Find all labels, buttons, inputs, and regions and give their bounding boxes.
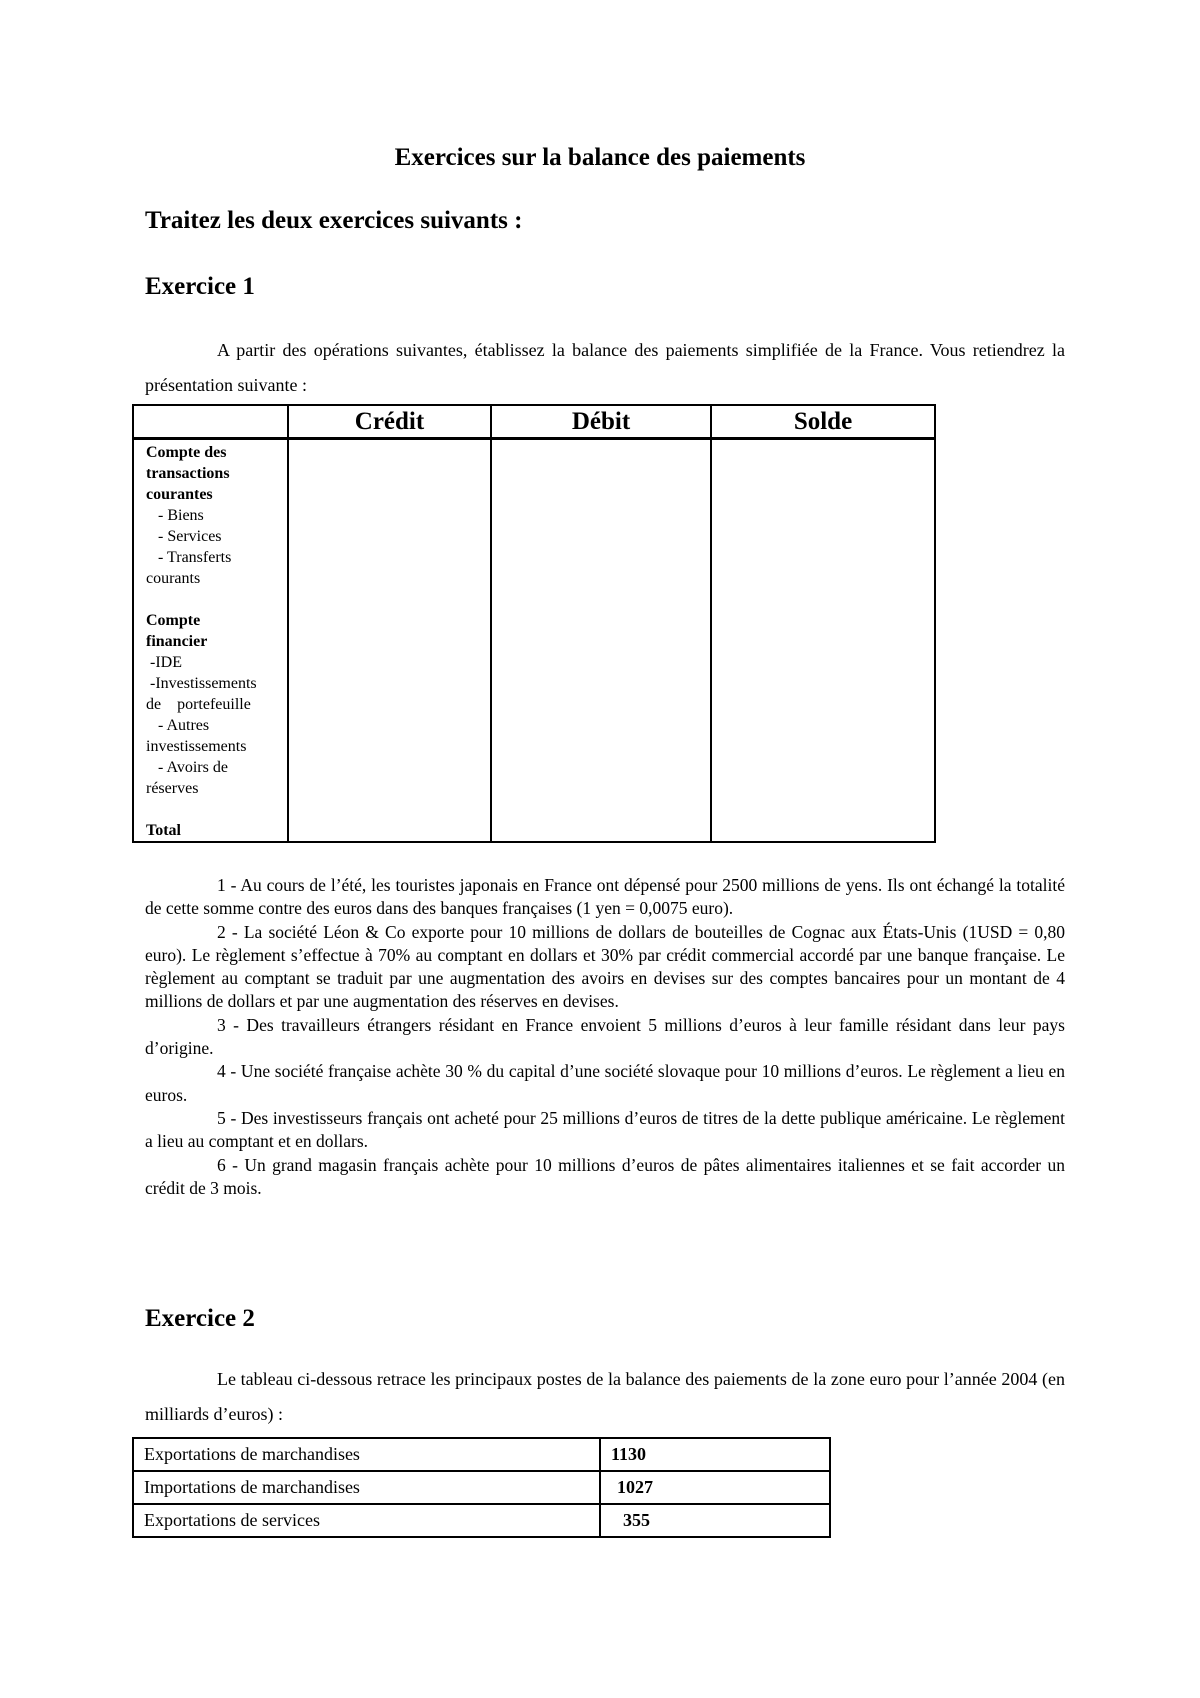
balance-header-blank (133, 405, 288, 439)
exercise-1-heading: Exercice 1 (145, 273, 255, 300)
balance-row-label: courantes (146, 486, 213, 503)
operations-list (145, 874, 1065, 1200)
balance-table-body (133, 439, 935, 843)
balance-row-labels (133, 439, 288, 843)
exercise-1-intro: A partir des opérations suivantes, établissez la balance des paiements simplifiée de la France. Vous retiendrez la présentation suivante : (145, 340, 1065, 395)
balance-row-label: de portefeuille (146, 696, 251, 713)
row-value: 355 (600, 1504, 830, 1537)
balance-row-label: financier (146, 633, 208, 650)
row-label: Exportations de services (133, 1504, 600, 1537)
balance-row-label: - Services (146, 528, 222, 545)
balance-solde-cell (711, 439, 935, 843)
balance-header-solde: Solde (711, 405, 935, 439)
balance-row-label: - Autres (146, 717, 210, 734)
balance-header-credit: Crédit (288, 405, 491, 439)
balance-row-label: transactions (146, 465, 230, 482)
balance-row-label: investissements (146, 738, 247, 755)
balance-header-debit: Débit (491, 405, 711, 439)
document-subtitle: Traitez les deux exercices suivants : (145, 207, 523, 234)
balance-row-label: Compte des (146, 444, 227, 461)
table-row (133, 1471, 830, 1504)
row-label: Importations de marchandises (133, 1471, 600, 1504)
operation-item: 4 - Une société française achète 30 % du capital d’une société slovaque pour 10 millions d’euros. Le règlement a lieu en euros. (145, 1061, 1065, 1105)
operation-item: 6 - Un grand magasin français achète pour 10 millions d’euros de pâtes alimentaires italiennes et se fait accorder un crédit de 3 mois. (145, 1154, 1065, 1198)
balance-row-label: - Avoirs de (146, 759, 228, 776)
balance-row-label (146, 589, 287, 610)
operation-item: 5 - Des investisseurs français ont acheté pour 25 millions d’euros de titres de la dette publique américaine. Le règlement a lieu au comptant et en dollars. (145, 1107, 1065, 1152)
exercise-2-heading: Exercice 2 (145, 1305, 255, 1332)
balance-row-label: courants (146, 570, 201, 587)
row-value: 1130 (600, 1438, 830, 1471)
table-row (133, 1438, 830, 1471)
balance-row-label: - Biens (146, 507, 204, 524)
row-value: 1027 (600, 1471, 830, 1504)
operation-item: 2 - La société Léon & Co exporte pour 10 millions de dollars de bouteilles de Cognac aux États-Unis (1USD = 0,80 euro). Le règlement s’effectue à 70% au comptant en dollars et 30% par crédit commercial accordé par une banque française. Le règlement au comptant se traduit par une augmentation des avoirs en devises sur des comptes bancaires pour un montant de 4 millions de dollars et par une augmentation des réserves en devises. (145, 921, 1065, 1012)
balance-table (132, 404, 936, 843)
table-row (133, 1504, 830, 1537)
balance-row-label: -Investissements (146, 675, 257, 692)
balance-row-label (146, 799, 287, 820)
balance-row-label: réserves (146, 780, 199, 797)
exercise-2-intro: Le tableau ci-dessous retrace les principaux postes de la balance des paiements de la zone euro pour l’année 2004 (en milliards d’euros) : (145, 1369, 1065, 1424)
balance-debit-cell (491, 439, 711, 843)
balance-credit-cell (288, 439, 491, 843)
operation-item: 3 - Des travailleurs étrangers résidant en France envoient 5 millions d’euros à leur famille résidant dans leur pays d’origine. (145, 1014, 1065, 1059)
balance-table-header (133, 405, 935, 439)
row-label: Exportations de marchandises (133, 1438, 600, 1471)
document-title: Exercices sur la balance des paiements (394, 144, 806, 171)
balance-row-label: - Transferts (146, 549, 232, 566)
euro-zone-table (132, 1437, 831, 1538)
balance-row-label: Total (146, 822, 181, 839)
balance-row-label: -IDE (146, 654, 182, 671)
balance-row-label: Compte (146, 612, 201, 629)
operation-item: 1 - Au cours de l’été, les touristes japonais en France ont dépensé pour 2500 millions de yens. Ils ont échangé la totalité de cette somme contre des euros dans des banques françaises (1 yen = 0,0075 euro). (145, 875, 1065, 919)
